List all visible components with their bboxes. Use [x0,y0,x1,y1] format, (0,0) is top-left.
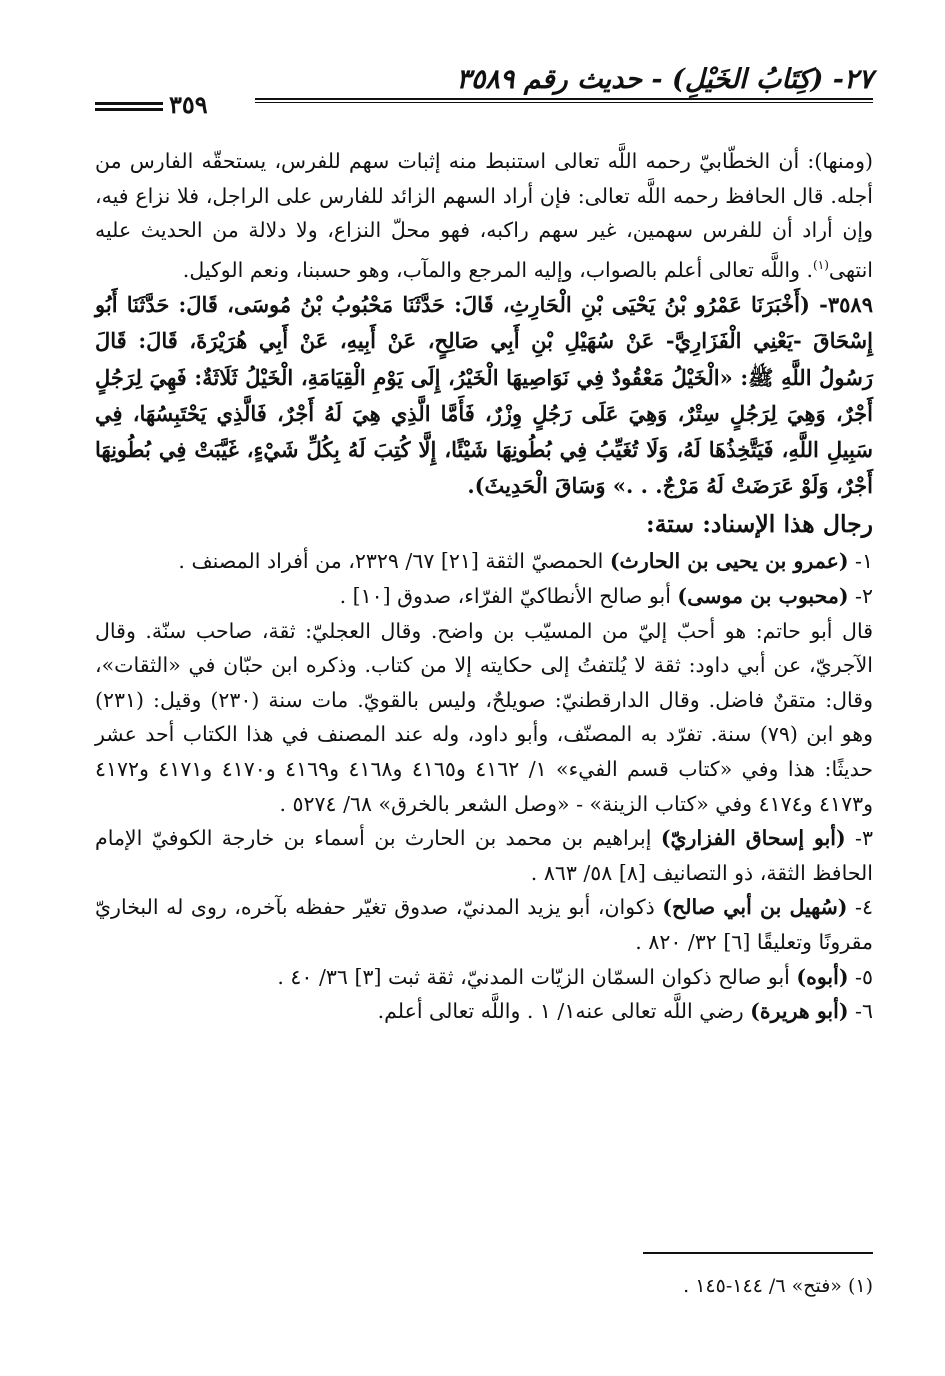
narrator-number: ٣- [845,826,873,851]
narrator-desc: رضي اللَّه تعالى عنه١/ ١ . واللَّه تعالى أعلم. [377,999,751,1024]
section-heading: رجال هذا الإسناد: ستة: [646,510,873,539]
narrator-number: ٤- [847,895,874,920]
narrator-entry-2 [95,579,873,614]
intro-text: (ومنها): أن الخطّابيّ رحمه اللَّه تعالى استنبط منه إثبات سهم للفرس، يستحقّه الفارس من أجله. قال الحافظ رحمه اللَّه تعالى: فإن أراد السهم الزائد للفارس على الراجل، فلا نزاع فيه، وإن أراد أن للفرس سهمين، غير سهم راكبه، فهو محلّ النزاع، ولا دلالة من الحديث عليه انتهى [95,149,873,282]
narrator-detail: قال أبو حاتم: هو أحبّ إليّ من المسيّب بن واضح. وقال العجليّ: ثقة، صاحب سنّة. وقال الآجريّ، عن أبي داود: ثقة لا يُلتفتُ إلى حكايته إلا من كتاب. وذكره ابن حبّان في «الثقات»، وقال: متقنٌ فاضل. وقال الدارقطنيّ: صويلحٌ، وليس بالقويّ. مات سنة (٢٣٠) وقيل: (٢٣١) وهو ابن (٧٩) سنة. تفرّد به المصنّف، وأبو داود، وله عند المصنف في هذا الكتاب أحد عشر حديثًا: هذا وفي «كتاب قسم الفيء» ١/ ٤١٦٢ و٤١٦٥ و٤١٦٨ و٤١٦٩ و٤١٧٠ و٤١٧١ و٤١٧٢ و٤١٧٣ و٤١٧٤ وفي «كتاب الزينة» - «وصل الشعر بالخرق» ٦٨/ ٥٢٧٤ . [95,618,874,816]
narrator-number: ٥- [848,964,873,989]
header-rule-thin [255,102,873,103]
narrator-number: ١- [848,549,873,574]
narrator-entry-4 [95,890,873,959]
narrator-entry-6 [95,994,873,1029]
narrator-name: (محبوب بن موسى) [677,584,849,609]
narrator-name: (أبوه) [796,964,849,989]
narrator-desc: ذكوان، أبو يزيد المدنيّ، صدوق تغيّر حفظه بآخره، روى له البخاريّ مقرونًا وتعليقًا [٦] ٣٢/ ٨٢٠ . [95,895,873,954]
main-text [95,144,873,1029]
page-number-bars [95,102,163,114]
page-header [95,58,873,128]
header-rule [255,98,873,100]
narrator-number: ٦- [848,999,873,1024]
narrator-desc: إبراهيم بن محمد بن الحارث بن أسماء بن خارجة الكوفيّ الإمام الحافظ الثقة، ذو التصانيف [٨] ٥٨/ ٨٦٣ . [95,826,873,885]
intro-paragraph [95,144,873,287]
narrator-desc: أبو صالح ذكوان السمّان الزيّات المدنيّ، ثقة ثبت [٣] ٣٦/ ٤٠ . [277,964,797,989]
footnote-marker: (١) [813,257,829,272]
narrator-entry-1 [95,544,873,579]
intro-text-end: . واللَّه تعالى أعلم بالصواب، وإليه المرجع والمآب، وهو حسبنا، ونعم الوكيل. [182,257,814,282]
narrator-desc: الحمصيّ الثقة [٢١] ٦٧/ ٢٣٢٩، من أفراد المصنف . [178,549,610,574]
narrator-name: (أبو إسحاق الفزاريّ) [660,826,846,851]
narrator-desc: أبو صالح الأنطاكيّ الفرّاء، صدوق [١٠] . [339,584,678,609]
running-title: ٢٧- (كِتَابُ الخَيْلِ) - حديث رقم ٣٥٨٩ [456,64,873,95]
footnote-separator [643,1252,873,1254]
narrator-name: (سُهيل بن أبي صالح) [662,895,848,920]
narrator-name: (عمرو بن يحيى بن الحارث) [609,549,849,574]
hadith-text: ٣٥٨٩- (أَخْبَرَنَا عَمْرُو بْنُ يَحْيَى بْنِ الْحَارِثِ، قَالَ: حَدَّثَنَا مَحْبُوبُ بْنُ مُوسَى، قَالَ: حَدَّثَنَا أَبُو إِسْحَاقَ -يَعْنِي الْفَزَارِيَّ- عَنْ سُهَيْلِ بْنِ أَبِي صَالِحٍ، عَنْ أَبِيهِ، عَنْ أَبِي هُرَيْرَةَ، قَالَ: قَالَ رَسُولُ اللَّهِ ﷺ: «الْخَيْلُ مَعْقُودٌ فِي نَوَاصِيهَا الْخَيْرُ، إِلَى يَوْمِ الْقِيَامَةِ، الْخَيْلُ ثَلَاثَةٌ: فَهِيَ لِرَجُلٍ أَجْرٌ، وَهِيَ لِرَجُلٍ سِتْرٌ، وَهِيَ عَلَى رَجُلٍ وِزْرٌ، فَأَمَّا الَّذِي هِيَ لَهُ أَجْرٌ، فَالَّذِي يَحْتَبِسُهَا، فِي سَبِيلِ اللَّهِ، فَيَتَّخِذُهَا لَهُ، وَلَا تُغَيِّبُ فِي بُطُونِهَا شَيْئًا، إِلَّا كُتِبَ لَهُ بِكُلِّ شَيْءٍ، غَيَّبَتْ فِي بُطُونِهَا أَجْرٌ، وَلَوْ عَرَضَتْ لَهُ مَرْجٌ. . .» وَسَاقَ الْحَدِيثَ). [95,292,873,499]
narrator-entry-5 [95,960,873,995]
narrator-entry-3 [95,821,873,890]
footnote: (١) «فتح» ٦/ ١٤٤-١٤٥ . [683,1275,873,1297]
page-number: ٣٥٩ [169,90,208,119]
narrator-name: (أبو هريرة) [750,999,849,1024]
narrator-number: ٢- [848,584,873,609]
